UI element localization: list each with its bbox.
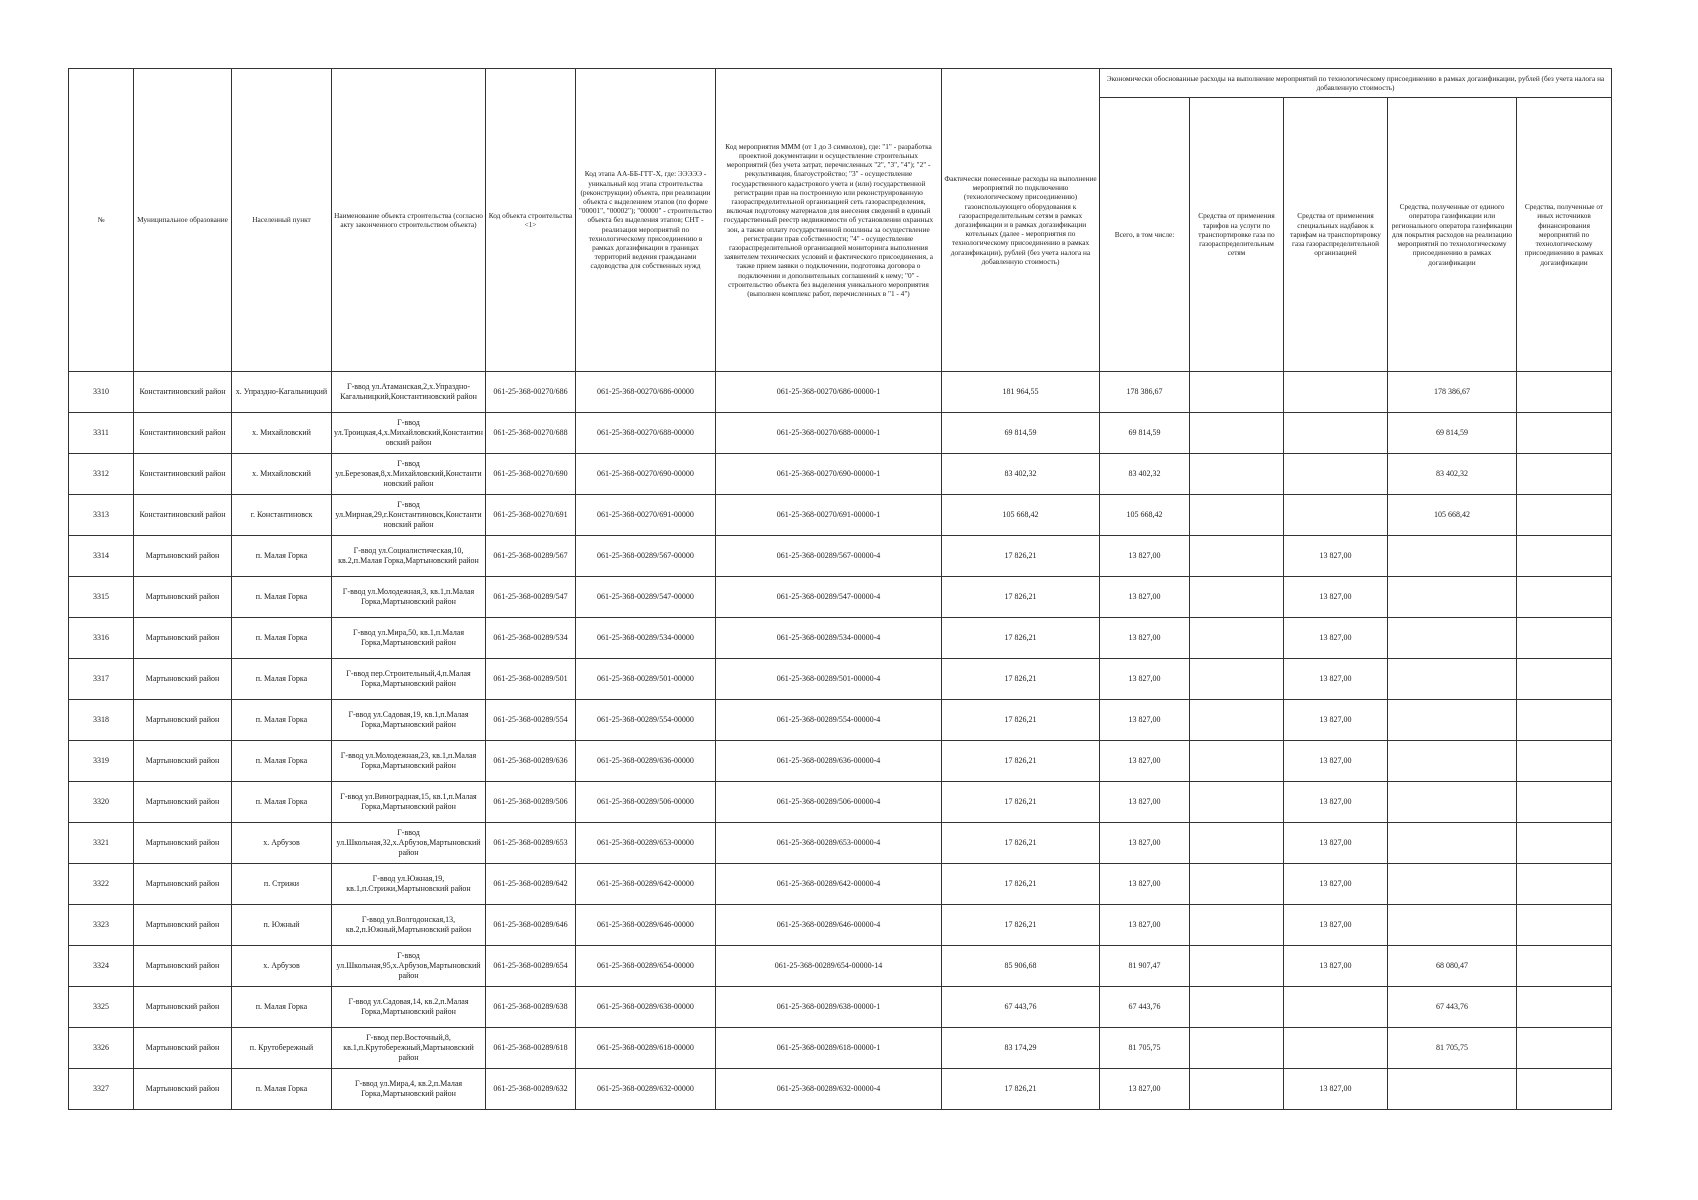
tariffs-cell bbox=[1190, 741, 1284, 782]
stage-code-cell: 061-25-368-00289/636-00000 bbox=[576, 741, 716, 782]
header-operator-funds: Средства, полученные от единого оператора газификации или регионального оператора газификации для покрытия расходов на реализацию мероприятий по технологическому присоединению в рамках догазификации bbox=[1388, 98, 1517, 372]
surcharge-cell bbox=[1284, 454, 1388, 495]
other-sources-cell bbox=[1517, 741, 1612, 782]
object-name-cell: Г-ввод ул.Мира,4, кв.2,п.Малая Горка,Мартыновский район bbox=[332, 1069, 486, 1110]
actual-costs-cell: 17 826,21 bbox=[942, 823, 1100, 864]
total-cell: 13 827,00 bbox=[1100, 577, 1190, 618]
tariffs-cell bbox=[1190, 372, 1284, 413]
actual-costs-cell: 17 826,21 bbox=[942, 1069, 1100, 1110]
row-number: 3324 bbox=[69, 946, 134, 987]
actual-costs-cell: 83 402,32 bbox=[942, 454, 1100, 495]
stage-code-cell: 061-25-368-00289/534-00000 bbox=[576, 618, 716, 659]
settlement-cell: п. Малая Горка bbox=[232, 782, 332, 823]
row-number: 3317 bbox=[69, 659, 134, 700]
tariffs-cell bbox=[1190, 577, 1284, 618]
tariffs-cell bbox=[1190, 413, 1284, 454]
row-number: 3320 bbox=[69, 782, 134, 823]
operator-funds-cell: 67 443,76 bbox=[1388, 987, 1517, 1028]
row-number: 3313 bbox=[69, 495, 134, 536]
municipality-cell: Мартыновский район bbox=[134, 987, 232, 1028]
municipality-cell: Мартыновский район bbox=[134, 782, 232, 823]
other-sources-cell bbox=[1517, 495, 1612, 536]
municipality-cell: Мартыновский район bbox=[134, 823, 232, 864]
tariffs-cell bbox=[1190, 946, 1284, 987]
header-actual-costs: Фактически понесенные расходы на выполнение мероприятий по подключению (технологическому присоединению) газоиспользующего оборудования к газораспределительным сетям в рамках догазификации и в рамках догазификации котельных (далее - мероприятия по технологическому присоединению в рамках догазификации), рублей (без учета налога на добавленную стоимость) bbox=[942, 69, 1100, 372]
stage-code-cell: 061-25-368-00289/618-00000 bbox=[576, 1028, 716, 1069]
stage-code-cell: 061-25-368-00289/501-00000 bbox=[576, 659, 716, 700]
stage-code-cell: 061-25-368-00270/691-00000 bbox=[576, 495, 716, 536]
actual-costs-cell: 17 826,21 bbox=[942, 905, 1100, 946]
object-code-cell: 061-25-368-00289/506 bbox=[486, 782, 576, 823]
object-code-cell: 061-25-368-00289/567 bbox=[486, 536, 576, 577]
surcharge-cell: 13 827,00 bbox=[1284, 577, 1388, 618]
table-row bbox=[69, 454, 1612, 495]
object-code-cell: 061-25-368-00289/636 bbox=[486, 741, 576, 782]
surcharge-cell: 13 827,00 bbox=[1284, 741, 1388, 782]
actual-costs-cell: 17 826,21 bbox=[942, 536, 1100, 577]
object-name-cell: Г-ввод ул.Садовая,14, кв.2,п.Малая Горка,Мартыновский район bbox=[332, 987, 486, 1028]
surcharge-cell: 13 827,00 bbox=[1284, 536, 1388, 577]
surcharge-cell: 13 827,00 bbox=[1284, 618, 1388, 659]
table-row bbox=[69, 372, 1612, 413]
municipality-cell: Константиновский район bbox=[134, 454, 232, 495]
object-name-cell: Г-ввод ул.Волгодонская,13, кв.2,п.Южный,Мартыновский район bbox=[332, 905, 486, 946]
operator-funds-cell bbox=[1388, 577, 1517, 618]
object-name-cell: Г-ввод ул.Березовая,8,х.Михайловский,Константиновский район bbox=[332, 454, 486, 495]
surcharge-cell: 13 827,00 bbox=[1284, 659, 1388, 700]
other-sources-cell bbox=[1517, 618, 1612, 659]
header-other-sources: Средства, полученные от иных источников финансирования мероприятий по технологическому присоединению в рамках догазификации bbox=[1517, 98, 1612, 372]
table-row bbox=[69, 741, 1612, 782]
event-code-cell: 061-25-368-00289/501-00000-4 bbox=[716, 659, 942, 700]
table-row bbox=[69, 536, 1612, 577]
municipality-cell: Мартыновский район bbox=[134, 864, 232, 905]
total-cell: 81 907,47 bbox=[1100, 946, 1190, 987]
actual-costs-cell: 17 826,21 bbox=[942, 577, 1100, 618]
stage-code-cell: 061-25-368-00289/653-00000 bbox=[576, 823, 716, 864]
stage-code-cell: 061-25-368-00289/632-00000 bbox=[576, 1069, 716, 1110]
stage-code-cell: 061-25-368-00289/654-00000 bbox=[576, 946, 716, 987]
other-sources-cell bbox=[1517, 413, 1612, 454]
operator-funds-cell bbox=[1388, 864, 1517, 905]
object-code-cell: 061-25-368-00289/554 bbox=[486, 700, 576, 741]
stage-code-cell: 061-25-368-00270/688-00000 bbox=[576, 413, 716, 454]
object-name-cell: Г-ввод ул.Южная,19, кв.1,п.Стрижи,Мартыновский район bbox=[332, 864, 486, 905]
total-cell: 178 386,67 bbox=[1100, 372, 1190, 413]
stage-code-cell: 061-25-368-00289/646-00000 bbox=[576, 905, 716, 946]
row-number: 3326 bbox=[69, 1028, 134, 1069]
total-cell: 67 443,76 bbox=[1100, 987, 1190, 1028]
settlement-cell: п. Малая Горка bbox=[232, 700, 332, 741]
other-sources-cell bbox=[1517, 782, 1612, 823]
other-sources-cell bbox=[1517, 1028, 1612, 1069]
municipality-cell: Мартыновский район bbox=[134, 905, 232, 946]
municipality-cell: Мартыновский район bbox=[134, 700, 232, 741]
table-row bbox=[69, 618, 1612, 659]
total-cell: 13 827,00 bbox=[1100, 905, 1190, 946]
row-number: 3311 bbox=[69, 413, 134, 454]
tariffs-cell bbox=[1190, 454, 1284, 495]
municipality-cell: Мартыновский район bbox=[134, 618, 232, 659]
event-code-cell: 061-25-368-00289/646-00000-4 bbox=[716, 905, 942, 946]
header-stage-code: Код этапа АА-ББ-ГГГ-Х, где: ЭЭЭЭЭ - уникальный код этапа строительства (реконструкции) объекта, при реализации объекта с выделением этапов (по форме "00001", "00002"); "00000" - строительство объекта без выделения этапов; СНТ - реализация мероприятий по технологическому присоединению в рамках догазификации в границах территорий ведения гражданами садоводства для собственных нужд bbox=[576, 69, 716, 372]
total-cell: 13 827,00 bbox=[1100, 864, 1190, 905]
operator-funds-cell: 83 402,32 bbox=[1388, 454, 1517, 495]
header-municipality: Муниципальное образование bbox=[134, 69, 232, 372]
stage-code-cell: 061-25-368-00289/567-00000 bbox=[576, 536, 716, 577]
object-name-cell: Г-ввод ул.Садовая,19, кв.1,п.Малая Горка,Мартыновский район bbox=[332, 700, 486, 741]
object-name-cell: Г-ввод ул.Виноградная,15, кв.1,п.Малая Горка,Мартыновский район bbox=[332, 782, 486, 823]
other-sources-cell bbox=[1517, 864, 1612, 905]
event-code-cell: 061-25-368-00289/654-00000-14 bbox=[716, 946, 942, 987]
table-row bbox=[69, 1069, 1612, 1110]
header-event-code: Код мероприятия МММ (от 1 до 3 символов), где: "1" - разработка проектной документации и осуществление строительных мероприятий (без учета затрат, перечисленных "2", "3", "4"); "2" - рекультивация, благоустройство; "3" - осуществление государственного кадастрового учета и (или) государственной регистрации прав на построенную или реконструированную газораспределительной организацией сеть газораспределения, включая подготовку материалов для внесения сведений в единый государственный реестр недвижимости об установлении охранных зон, а также оплату государственной пошлины за осуществление регистрации прав собственности; "4" - осуществление газораспределительной организацией мониторинга выполнения заявителем технических условий и фактического присоединения, а также прием заявки о подключении, подготовка договора о подключении и дополнительных соглашений к нему; "0" - строительство объекта без выделения уникального мероприятия (выполнен комплекс работ, перечисленных в "1 - 4") bbox=[716, 69, 942, 372]
municipality-cell: Константиновский район bbox=[134, 372, 232, 413]
other-sources-cell bbox=[1517, 454, 1612, 495]
stage-code-cell: 061-25-368-00289/638-00000 bbox=[576, 987, 716, 1028]
header-object-name: Наименование объекта строительства (согласно акту законченного строительством объекта) bbox=[332, 69, 486, 372]
municipality-cell: Мартыновский район bbox=[134, 946, 232, 987]
surcharge-cell bbox=[1284, 413, 1388, 454]
header-num: № bbox=[69, 69, 134, 372]
surcharge-cell bbox=[1284, 987, 1388, 1028]
municipality-cell: Мартыновский район bbox=[134, 741, 232, 782]
object-name-cell: Г-ввод ул.Молодежная,23, кв.1,п.Малая Горка,Мартыновский район bbox=[332, 741, 486, 782]
table-row bbox=[69, 823, 1612, 864]
header-surcharges: Средства от применения специальных надбавок к тарифам на транспортировку газа газораспределительной организацией bbox=[1284, 98, 1388, 372]
settlement-cell: п. Малая Горка bbox=[232, 987, 332, 1028]
event-code-cell: 061-25-368-00270/688-00000-1 bbox=[716, 413, 942, 454]
tariffs-cell bbox=[1190, 782, 1284, 823]
header-object-code: Код объекта строительства <1> bbox=[486, 69, 576, 372]
tariffs-cell bbox=[1190, 1069, 1284, 1110]
table-body bbox=[69, 372, 1612, 1110]
event-code-cell: 061-25-368-00270/691-00000-1 bbox=[716, 495, 942, 536]
settlement-cell: п. Малая Горка bbox=[232, 618, 332, 659]
operator-funds-cell: 68 080,47 bbox=[1388, 946, 1517, 987]
actual-costs-cell: 17 826,21 bbox=[942, 659, 1100, 700]
other-sources-cell bbox=[1517, 536, 1612, 577]
event-code-cell: 061-25-368-00289/506-00000-4 bbox=[716, 782, 942, 823]
surcharge-cell bbox=[1284, 495, 1388, 536]
settlement-cell: п. Малая Горка bbox=[232, 536, 332, 577]
row-number: 3327 bbox=[69, 1069, 134, 1110]
actual-costs-cell: 69 814,59 bbox=[942, 413, 1100, 454]
settlement-cell: п. Малая Горка bbox=[232, 1069, 332, 1110]
stage-code-cell: 061-25-368-00289/554-00000 bbox=[576, 700, 716, 741]
row-number: 3312 bbox=[69, 454, 134, 495]
tariffs-cell bbox=[1190, 864, 1284, 905]
settlement-cell: г. Константиновск bbox=[232, 495, 332, 536]
operator-funds-cell bbox=[1388, 741, 1517, 782]
event-code-cell: 061-25-368-00289/567-00000-4 bbox=[716, 536, 942, 577]
operator-funds-cell: 178 386,67 bbox=[1388, 372, 1517, 413]
table-row bbox=[69, 700, 1612, 741]
municipality-cell: Константиновский район bbox=[134, 413, 232, 454]
event-code-cell: 061-25-368-00270/686-00000-1 bbox=[716, 372, 942, 413]
surcharge-cell: 13 827,00 bbox=[1284, 823, 1388, 864]
total-cell: 69 814,59 bbox=[1100, 413, 1190, 454]
table-row bbox=[69, 987, 1612, 1028]
surcharge-cell: 13 827,00 bbox=[1284, 700, 1388, 741]
operator-funds-cell bbox=[1388, 536, 1517, 577]
event-code-cell: 061-25-368-00289/547-00000-4 bbox=[716, 577, 942, 618]
row-number: 3314 bbox=[69, 536, 134, 577]
total-cell: 13 827,00 bbox=[1100, 782, 1190, 823]
tariffs-cell bbox=[1190, 659, 1284, 700]
table-row bbox=[69, 946, 1612, 987]
municipality-cell: Константиновский район bbox=[134, 495, 232, 536]
stage-code-cell: 061-25-368-00289/642-00000 bbox=[576, 864, 716, 905]
header-settlement: Населенный пункт bbox=[232, 69, 332, 372]
municipality-cell: Мартыновский район bbox=[134, 659, 232, 700]
table-header bbox=[69, 69, 1612, 372]
municipality-cell: Мартыновский район bbox=[134, 1028, 232, 1069]
row-number: 3325 bbox=[69, 987, 134, 1028]
row-number: 3323 bbox=[69, 905, 134, 946]
other-sources-cell bbox=[1517, 700, 1612, 741]
object-code-cell: 061-25-368-00289/654 bbox=[486, 946, 576, 987]
table-row bbox=[69, 782, 1612, 823]
tariffs-cell bbox=[1190, 536, 1284, 577]
other-sources-cell bbox=[1517, 987, 1612, 1028]
other-sources-cell bbox=[1517, 372, 1612, 413]
operator-funds-cell bbox=[1388, 618, 1517, 659]
total-cell: 105 668,42 bbox=[1100, 495, 1190, 536]
event-code-cell: 061-25-368-00289/636-00000-4 bbox=[716, 741, 942, 782]
total-cell: 13 827,00 bbox=[1100, 659, 1190, 700]
tariffs-cell bbox=[1190, 905, 1284, 946]
object-name-cell: Г-ввод ул.Молодежная,3, кв.1,п.Малая Горка,Мартыновский район bbox=[332, 577, 486, 618]
surcharge-cell bbox=[1284, 1028, 1388, 1069]
object-code-cell: 061-25-368-00270/690 bbox=[486, 454, 576, 495]
tariffs-cell bbox=[1190, 823, 1284, 864]
operator-funds-cell bbox=[1388, 1069, 1517, 1110]
total-cell: 13 827,00 bbox=[1100, 741, 1190, 782]
actual-costs-cell: 105 668,42 bbox=[942, 495, 1100, 536]
table-row bbox=[69, 659, 1612, 700]
object-code-cell: 061-25-368-00270/688 bbox=[486, 413, 576, 454]
row-number: 3318 bbox=[69, 700, 134, 741]
tariffs-cell bbox=[1190, 618, 1284, 659]
other-sources-cell bbox=[1517, 946, 1612, 987]
stage-code-cell: 061-25-368-00270/686-00000 bbox=[576, 372, 716, 413]
operator-funds-cell bbox=[1388, 823, 1517, 864]
actual-costs-cell: 17 826,21 bbox=[942, 782, 1100, 823]
tariffs-cell bbox=[1190, 495, 1284, 536]
settlement-cell: х. Арбузов bbox=[232, 946, 332, 987]
total-cell: 13 827,00 bbox=[1100, 618, 1190, 659]
object-code-cell: 061-25-368-00270/686 bbox=[486, 372, 576, 413]
header-econ-group: Экономически обоснованные расходы на выполнение мероприятий по технологическому присоединению в рамках догазификации, рублей (без учета налога на добавленную стоимость) bbox=[1100, 69, 1612, 98]
actual-costs-cell: 67 443,76 bbox=[942, 987, 1100, 1028]
settlement-cell: п. Малая Горка bbox=[232, 741, 332, 782]
object-code-cell: 061-25-368-00289/646 bbox=[486, 905, 576, 946]
settlement-cell: п. Малая Горка bbox=[232, 659, 332, 700]
operator-funds-cell bbox=[1388, 700, 1517, 741]
object-code-cell: 061-25-368-00289/653 bbox=[486, 823, 576, 864]
total-cell: 13 827,00 bbox=[1100, 823, 1190, 864]
object-code-cell: 061-25-368-00289/547 bbox=[486, 577, 576, 618]
object-name-cell: Г-ввод ул.Мира,50, кв.1,п.Малая Горка,Мартыновский район bbox=[332, 618, 486, 659]
operator-funds-cell bbox=[1388, 782, 1517, 823]
settlement-cell: п. Стрижи bbox=[232, 864, 332, 905]
surcharge-cell: 13 827,00 bbox=[1284, 905, 1388, 946]
event-code-cell: 061-25-368-00289/642-00000-4 bbox=[716, 864, 942, 905]
stage-code-cell: 061-25-368-00270/690-00000 bbox=[576, 454, 716, 495]
surcharge-cell: 13 827,00 bbox=[1284, 946, 1388, 987]
settlement-cell: п. Малая Горка bbox=[232, 577, 332, 618]
settlement-cell: п. Крутобережный bbox=[232, 1028, 332, 1069]
header-total: Всего, в том числе: bbox=[1100, 98, 1190, 372]
settlement-cell: п. Южный bbox=[232, 905, 332, 946]
operator-funds-cell: 105 668,42 bbox=[1388, 495, 1517, 536]
operator-funds-cell bbox=[1388, 905, 1517, 946]
object-code-cell: 061-25-368-00289/642 bbox=[486, 864, 576, 905]
object-name-cell: Г-ввод ул.Троицкая,4,х.Михайловский,Константиновский район bbox=[332, 413, 486, 454]
row-number: 3315 bbox=[69, 577, 134, 618]
table-row bbox=[69, 1028, 1612, 1069]
settlement-cell: х. Арбузов bbox=[232, 823, 332, 864]
surcharge-cell: 13 827,00 bbox=[1284, 1069, 1388, 1110]
tariffs-cell bbox=[1190, 700, 1284, 741]
other-sources-cell bbox=[1517, 577, 1612, 618]
event-code-cell: 061-25-368-00289/534-00000-4 bbox=[716, 618, 942, 659]
object-code-cell: 061-25-368-00270/691 bbox=[486, 495, 576, 536]
stage-code-cell: 061-25-368-00289/506-00000 bbox=[576, 782, 716, 823]
row-number: 3310 bbox=[69, 372, 134, 413]
total-cell: 13 827,00 bbox=[1100, 700, 1190, 741]
table-row bbox=[69, 864, 1612, 905]
tariffs-cell bbox=[1190, 1028, 1284, 1069]
actual-costs-cell: 17 826,21 bbox=[942, 700, 1100, 741]
header-tariffs: Средства от применения тарифов на услуги по транспортировке газа по газораспределительным сетям bbox=[1190, 98, 1284, 372]
object-name-cell: Г-ввод ул.Школьная,95,х.Арбузов,Мартыновский район bbox=[332, 946, 486, 987]
object-name-cell: Г-ввод ул.Социалистическая,10, кв.2,п.Малая Горка,Мартыновский район bbox=[332, 536, 486, 577]
table-row bbox=[69, 495, 1612, 536]
actual-costs-cell: 17 826,21 bbox=[942, 741, 1100, 782]
object-code-cell: 061-25-368-00289/534 bbox=[486, 618, 576, 659]
object-code-cell: 061-25-368-00289/501 bbox=[486, 659, 576, 700]
operator-funds-cell: 69 814,59 bbox=[1388, 413, 1517, 454]
actual-costs-cell: 85 906,68 bbox=[942, 946, 1100, 987]
other-sources-cell bbox=[1517, 823, 1612, 864]
object-name-cell: Г-ввод ул.Атаманская,2,х.Упраздно-Кагальницкий,Константиновский район bbox=[332, 372, 486, 413]
row-number: 3321 bbox=[69, 823, 134, 864]
object-name-cell: Г-ввод пер.Восточный,8, кв.1,п.Крутобережный,Мартыновский район bbox=[332, 1028, 486, 1069]
total-cell: 81 705,75 bbox=[1100, 1028, 1190, 1069]
event-code-cell: 061-25-368-00270/690-00000-1 bbox=[716, 454, 942, 495]
table-row bbox=[69, 577, 1612, 618]
object-name-cell: Г-ввод ул.Мирная,29,г.Константиновск,Константиновский район bbox=[332, 495, 486, 536]
surcharge-cell: 13 827,00 bbox=[1284, 864, 1388, 905]
other-sources-cell bbox=[1517, 1069, 1612, 1110]
row-number: 3316 bbox=[69, 618, 134, 659]
total-cell: 13 827,00 bbox=[1100, 1069, 1190, 1110]
total-cell: 13 827,00 bbox=[1100, 536, 1190, 577]
actual-costs-cell: 181 964,55 bbox=[942, 372, 1100, 413]
operator-funds-cell: 81 705,75 bbox=[1388, 1028, 1517, 1069]
actual-costs-cell: 17 826,21 bbox=[942, 864, 1100, 905]
settlement-cell: х. Михайловский bbox=[232, 454, 332, 495]
surcharge-cell bbox=[1284, 372, 1388, 413]
municipality-cell: Мартыновский район bbox=[134, 536, 232, 577]
total-cell: 83 402,32 bbox=[1100, 454, 1190, 495]
object-name-cell: Г-ввод пер.Строительный,4,п.Малая Горка,Мартыновский район bbox=[332, 659, 486, 700]
settlement-cell: х. Михайловский bbox=[232, 413, 332, 454]
actual-costs-cell: 17 826,21 bbox=[942, 618, 1100, 659]
other-sources-cell bbox=[1517, 659, 1612, 700]
event-code-cell: 061-25-368-00289/618-00000-1 bbox=[716, 1028, 942, 1069]
event-code-cell: 061-25-368-00289/632-00000-4 bbox=[716, 1069, 942, 1110]
object-name-cell: Г-ввод ул.Школьная,32,х.Арбузов,Мартыновский район bbox=[332, 823, 486, 864]
object-code-cell: 061-25-368-00289/618 bbox=[486, 1028, 576, 1069]
object-code-cell: 061-25-368-00289/638 bbox=[486, 987, 576, 1028]
table-row bbox=[69, 413, 1612, 454]
data-table bbox=[68, 68, 1612, 1110]
actual-costs-cell: 83 174,29 bbox=[942, 1028, 1100, 1069]
event-code-cell: 061-25-368-00289/554-00000-4 bbox=[716, 700, 942, 741]
surcharge-cell: 13 827,00 bbox=[1284, 782, 1388, 823]
row-number: 3319 bbox=[69, 741, 134, 782]
table-row bbox=[69, 905, 1612, 946]
tariffs-cell bbox=[1190, 987, 1284, 1028]
object-code-cell: 061-25-368-00289/632 bbox=[486, 1069, 576, 1110]
event-code-cell: 061-25-368-00289/653-00000-4 bbox=[716, 823, 942, 864]
other-sources-cell bbox=[1517, 905, 1612, 946]
event-code-cell: 061-25-368-00289/638-00000-1 bbox=[716, 987, 942, 1028]
row-number: 3322 bbox=[69, 864, 134, 905]
municipality-cell: Мартыновский район bbox=[134, 577, 232, 618]
settlement-cell: х. Упраздно-Кагальницкий bbox=[232, 372, 332, 413]
municipality-cell: Мартыновский район bbox=[134, 1069, 232, 1110]
stage-code-cell: 061-25-368-00289/547-00000 bbox=[576, 577, 716, 618]
operator-funds-cell bbox=[1388, 659, 1517, 700]
